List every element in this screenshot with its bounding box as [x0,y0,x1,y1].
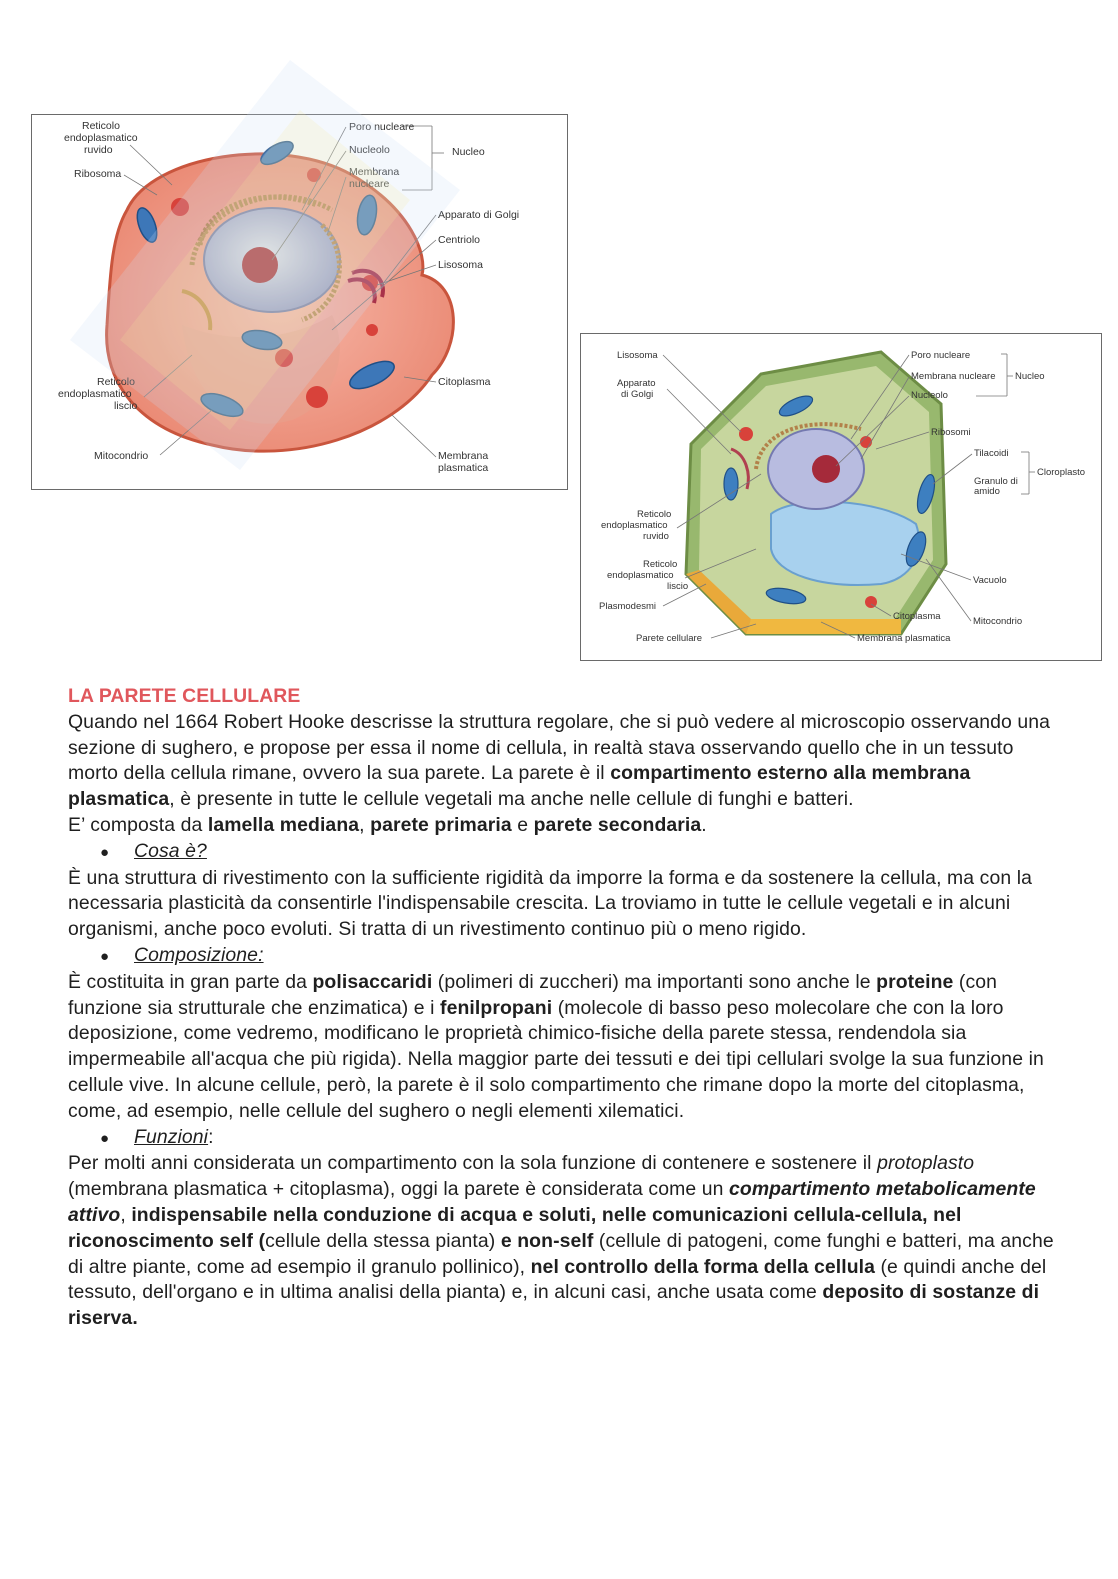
svg-text:Reticolo [97,376,135,388]
plant-label-ser-1: Reticolo [643,559,678,570]
animal-label-ser-3: liscio [114,400,138,412]
animal-cell-illustration [32,115,567,489]
svg-text:di Golgi [621,389,653,400]
plant-label-starch-1: Granulo di [974,476,1018,487]
bullet-functions: ● Funzioni: [68,1125,1058,1152]
plant-label-rer-2: endoplasmatico [601,520,668,531]
article-body [68,684,1058,1332]
animal-label-plasma-membrane-2: plasmatica [438,462,489,474]
svg-text:Reticolo [82,120,120,132]
bullet-composition: ● Composizione: [68,943,1058,970]
bullet-dot: ● [100,843,110,861]
plant-label-nuclear-membrane: Membrana nucleare [911,371,996,382]
animal-cell-figure [31,114,568,490]
composition-paragraph: È costituita in gran parte da polisaccaridi (polimeri di zuccheri) ma importanti sono anche le proteine (con funzione sia strutturale che enzimatica) e i fenilpropani (molecole di basso peso molecolare che con la loro deposizione, come vedremo, modificano le proprietà chimico-fisiche della parete stessa, rendendola sia impermeabile all'acqua che più rigida). Nella maggior parte dei tessuti e dei tipi cellulari svolge la sua funzione in cellule vive. In alcune cellule, però, la parete è il solo compartimento che rimane dopo la morte del citoplasma, come, ad esempio, nelle cellule del sughero o negli elementi xilematici. [68,970,1044,1122]
svg-text:liscio [667,581,688,592]
plant-label-nucleus: Nucleo [1015,371,1045,382]
plant-cell-figure [580,333,1102,661]
svg-text:Apparato [617,378,656,389]
plant-label-starch-2: amido [974,486,1000,497]
plant-label-ser-3: liscio [667,581,689,592]
svg-text:Reticolo [643,559,677,570]
animal-label-nuclear-membrane-1: Membrana [349,166,400,178]
plant-label-golgi-1: Apparato [617,378,656,389]
svg-text:Membrana [349,166,399,178]
animal-label-rer-3: ruvido [84,144,113,156]
svg-text:Membrana [438,450,488,462]
animal-label-nucleus: Nucleo [452,146,485,158]
svg-text:endoplasmatico [601,520,668,531]
plant-label-mitochondrion: Mitocondrio [973,616,1023,627]
plant-label-chloroplast: Cloroplasto [1037,467,1086,478]
animal-label-centriole: Centriolo [438,234,481,246]
animal-label-rer-2: endoplasmatico [64,132,138,144]
svg-text:amido [974,486,1000,497]
plant-label-ser-2: endoplasmatico [607,570,674,581]
plant-label-lysosome: Lisosoma [617,350,658,361]
svg-text:ruvido [643,531,669,542]
composition-summary: E’ composta da lamella mediana, parete primaria e parete secondaria. [68,813,707,836]
plant-label-vacuole: Vacuolo [973,575,1007,586]
svg-text:endoplasmatico [607,570,674,581]
animal-label-nuclear-pore: Poro nucleare [349,121,415,133]
section-heading: LA PARETE CELLULARE [68,685,301,707]
animal-label-nucleolus: Nucleolo [349,144,390,156]
svg-text:liscio [114,400,137,412]
intro-paragraph: Quando nel 1664 Robert Hooke descrisse la struttura regolare, che si può vedere al microscopio osservando una sezione di sughero, e propose per essa il nome di cellula, in realtà stava osservando quello che in un tessuto morto della cellula rimane, ovvero la sua parete. La parete è il compartimento esterno alla membrana plasmatica, è presente in tutte le cellule vegetali ma anche nelle cellule di funghi e batteri. [68,710,1051,811]
svg-text:ruvido [84,144,113,156]
animal-label-golgi: Apparato di Golgi [438,209,520,221]
svg-text:endoplasmatico [64,132,138,144]
svg-text:nucleare [349,178,389,190]
animal-label-lysosome: Lisosoma [438,259,483,271]
plant-cell-illustration [581,334,1101,660]
plant-label-golgi-2: di Golgi [621,389,654,400]
animal-label-ribosome: Ribosoma [74,168,122,180]
animal-label-ser-1: Reticolo [97,376,135,388]
functions-paragraph: Per molti anni considerata un compartimento con la sola funzione di contenere e sostenere il protoplasto (membrana plasmatica + citoplasma), oggi la parete è considerata come un compartimento metabolicamente attivo, indispensabile nella conduzione di acqua e soluti, nelle comunicazioni cellula-cellula, nel riconoscimento self (cellule della stessa pianta) e non-self (cellule di patogeni, come funghi e batteri, ma anche di altre piante, come ad esempio il granulo pollinico), nel controllo della forma della cellula (e quindi anche del tessuto, dell'organo e in ultima analisi della pianta) e, in alcuni casi, anche usata come deposito di sostanze di riserva. [68,1152,1054,1330]
plant-label-rer-1: Reticolo [637,509,672,520]
plant-label-nuclear-pore: Poro nucleare [911,350,971,361]
bullet-dot: ● [100,947,110,965]
plant-label-cell-wall: Parete cellulare [636,633,703,644]
bullet-what-is: ● Cosa è? [68,839,1058,866]
svg-text:Reticolo [637,509,671,520]
animal-label-ser-2: endoplasmatico [58,388,132,400]
animal-label-plasma-membrane-1: Membrana [438,450,489,462]
plant-label-cytoplasm: Citoplasma [893,611,941,622]
plant-label-nucleolus: Nucleolo [911,390,948,401]
plant-label-plasmodesmata: Plasmodesmi [599,601,657,612]
svg-text:endoplasmatico [58,388,132,400]
plant-label-rer-3: ruvido [643,531,669,542]
plant-label-ribosomes: Ribosomi [931,427,971,438]
plant-label-thylakoids: Tilacoidi [974,448,1009,459]
animal-label-cytoplasm: Citoplasma [438,376,491,388]
plant-label-plasma-membrane: Membrana plasmatica [857,633,951,644]
animal-label-nuclear-membrane-2: nucleare [349,178,390,190]
animal-label-mitochondrion: Mitocondrio [94,450,149,462]
animal-label-rer-1: Reticolo [82,120,120,132]
what-is-paragraph: È una struttura di rivestimento con la sufficiente rigidità da imporre la forma e da sostenere la cellula, ma con la necessaria plasticità da consentirle l'indispensabile crescita. La troviamo in tutte le cellule vegetali e in alcuni organismi, anche poco evoluti. Si tratta di un rivestimento continuo più o meno rigido. [68,866,1033,941]
bullet-dot: ● [100,1129,110,1147]
svg-text:plasmatica [438,462,488,474]
